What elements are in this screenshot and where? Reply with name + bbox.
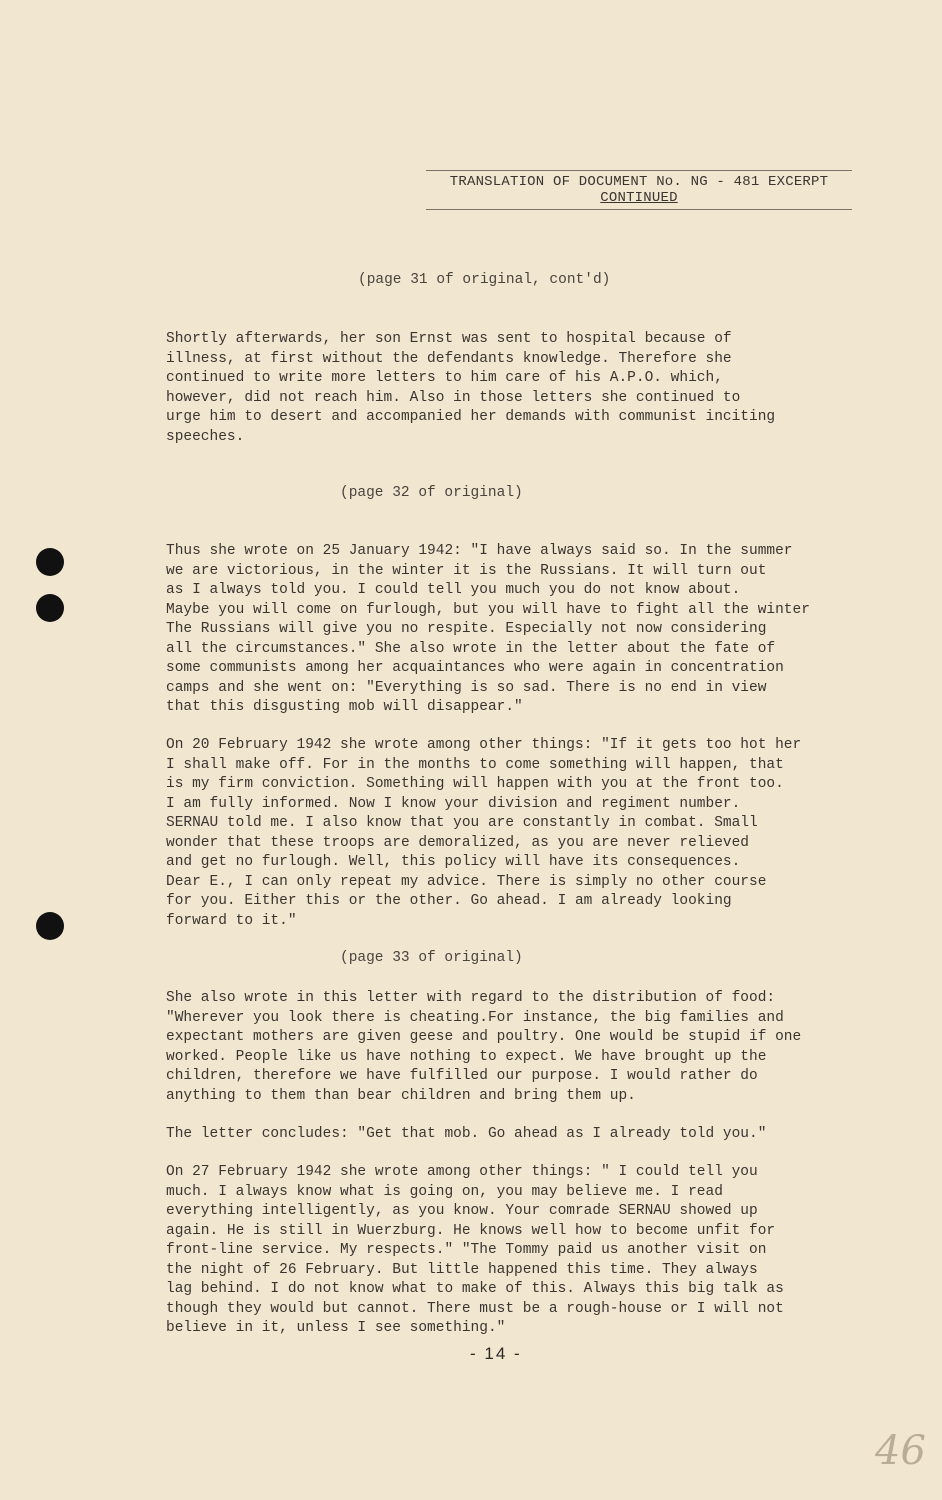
- text-line: speeches.: [166, 428, 245, 445]
- text-line: again. He is still in Wuerzburg. He knows well how to become unfit for: [166, 1222, 776, 1239]
- text-line: and get no furlough. Well, this policy will have its consequences.: [166, 854, 741, 870]
- text-line: "Wherever you look there is cheating.For instance, the big families and: [166, 1009, 784, 1026]
- page-reference-33: (page 33 of original): [340, 950, 523, 966]
- text-line: The Russians will give you no respite. Especially not now considering: [166, 621, 767, 637]
- text-line: the night of 26 February. But little happened this time. They always: [166, 1261, 758, 1278]
- text-line: On 20 February 1942 she wrote among other things: "If it gets too hot her: [166, 737, 802, 753]
- text-line: urge him to desert and accompanied her demands with communist inciting: [166, 409, 776, 425]
- punch-hole: [36, 912, 64, 940]
- page-reference-31: (page 31 of original, cont'd): [358, 272, 611, 288]
- text-line: On 27 February 1942 she wrote among other things: " I could tell you: [166, 1164, 758, 1180]
- text-line: camps and she went on: "Everything is so sad. There is no end in view: [166, 679, 767, 696]
- page-number: - 14 -: [470, 1344, 522, 1363]
- text-line: worked. People like us have nothing to expect. We have brought up the: [166, 1048, 767, 1065]
- text-line: much. I always know what is going on, you may believe me. I read: [166, 1183, 723, 1200]
- text-line: illness, at first without the defendants knowledge. Therefore she: [166, 350, 732, 367]
- text-line: She also wrote in this letter with regard to the distribution of food:: [166, 990, 776, 1006]
- text-line: that this disgusting mob will disappear.": [166, 699, 523, 715]
- text-line: I shall make off. For in the months to come something will happen, that: [166, 756, 784, 773]
- text-line: Thus she wrote on 25 January 1942: "I have always said so. In the summer: [166, 543, 793, 559]
- text-line: front-line service. My respects." "The Tommy paid us another visit on: [166, 1242, 767, 1258]
- text-line: The letter concludes: "Get that mob. Go ahead as I already told you.": [166, 1126, 767, 1142]
- text-line: is my firm conviction. Something will happen with you at the front too.: [166, 776, 784, 792]
- text-line: I am fully informed. Now I know your division and regiment number.: [166, 795, 741, 812]
- paragraph-3: [166, 736, 876, 931]
- paragraph-5: [166, 1125, 876, 1145]
- text-line: forward to it.": [166, 912, 297, 929]
- text-line: Maybe you will come on furlough, but you will have to fight all the winter: [166, 601, 810, 618]
- text-line: lag behind. I do not know what to make of this. Always this big talk as: [166, 1281, 784, 1297]
- text-line: expectant mothers are given geese and poultry. One would be stupid if one: [166, 1029, 802, 1045]
- paragraph-6: [166, 1163, 876, 1339]
- text-line: everything intelligently, as you know. Your comrade SERNAU showed up: [166, 1203, 758, 1219]
- document-subtitle: CONTINUED: [600, 190, 678, 206]
- text-line: however, did not reach him. Also in those letters she continued to: [166, 389, 741, 406]
- punch-hole: [36, 548, 64, 576]
- paragraph-4: [166, 989, 876, 1106]
- text-line: Dear E., I can only repeat my advice. There is simply no other course: [166, 873, 767, 890]
- text-line: continued to write more letters to him care of his A.P.O. which,: [166, 370, 723, 386]
- text-line: though they would but cannot. There must be a rough-house or I will not: [166, 1300, 784, 1317]
- text-line: believe in it, unless I see something.": [166, 1320, 506, 1336]
- text-line: for you. Either this or the other. Go ahead. I am already looking: [166, 893, 732, 909]
- punch-hole: [36, 594, 64, 622]
- text-line: as I always told you. I could tell you much you do not know about.: [166, 582, 741, 598]
- text-line: anything to them than bear children and bring them up.: [166, 1087, 636, 1104]
- document-header: [426, 170, 852, 210]
- header-top-rule: [426, 170, 852, 171]
- text-line: Shortly afterwards, her son Ernst was sent to hospital because of: [166, 331, 732, 347]
- text-line: we are victorious, in the winter it is the Russians. It will turn out: [166, 562, 767, 579]
- document-title: TRANSLATION OF DOCUMENT No. NG - 481 EXCERPT: [449, 174, 829, 190]
- paragraph-2: [166, 542, 876, 718]
- text-line: children, therefore we have fulfilled our purpose. I would rather do: [166, 1068, 758, 1084]
- paragraph-1: [166, 330, 876, 447]
- text-line: wonder that these troops are demoralized, as you are never relieved: [166, 834, 749, 851]
- page-reference-32: (page 32 of original): [340, 485, 523, 501]
- folio-number: 46: [875, 1428, 926, 1474]
- text-line: all the circumstances." She also wrote in the letter about the fate of: [166, 640, 776, 657]
- text-line: SERNAU told me. I also know that you are constantly in combat. Small: [166, 815, 758, 831]
- header-bottom-rule: [426, 209, 852, 210]
- text-line: some communists among her acquaintances who were again in concentration: [166, 660, 784, 676]
